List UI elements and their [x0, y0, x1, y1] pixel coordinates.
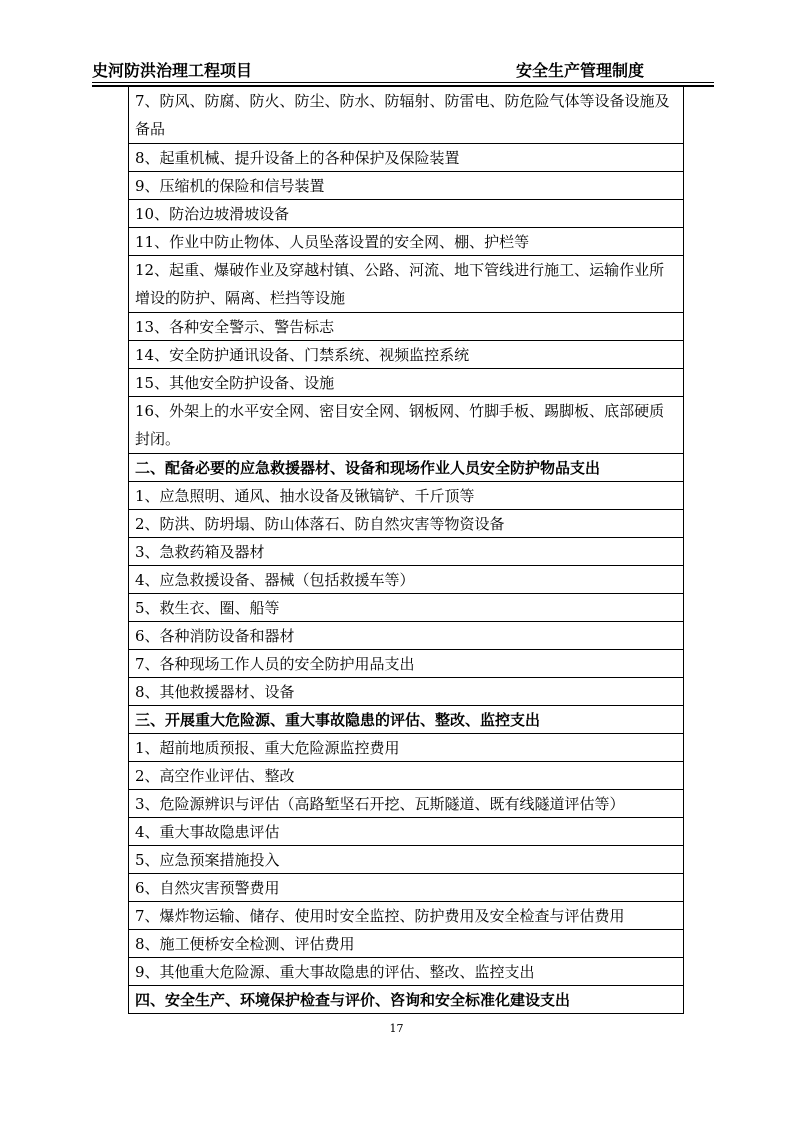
table-row: 6、各种消防设备和器材: [129, 621, 683, 649]
expense-items-table: [128, 86, 684, 1014]
table-row: 11、作业中防止物体、人员坠落设置的安全网、棚、护栏等: [129, 227, 683, 255]
table-row: 7、爆炸物运输、储存、使用时安全监控、防护费用及安全检查与评估费用: [129, 901, 683, 929]
project-title: 史河防洪治理工程项目: [92, 61, 253, 80]
table-row: 4、应急救援设备、器械（包括救援车等）: [129, 565, 683, 593]
table-row: 14、安全防护通讯设备、门禁系统、视频监控系统: [129, 340, 683, 368]
table-row: 12、起重、爆破作业及穿越村镇、公路、河流、地下管线进行施工、运输作业所增设的防护、隔离、栏挡等设施: [129, 255, 683, 312]
table-row: 3、急救药箱及器材: [129, 537, 683, 565]
table-row: 1、应急照明、通风、抽水设备及锹镐铲、千斤顶等: [129, 481, 683, 509]
table-row: 8、起重机械、提升设备上的各种保护及保险装置: [129, 143, 683, 171]
table-row: 5、应急预案措施投入: [129, 845, 683, 873]
document-title: 安全生产管理制度: [516, 61, 645, 80]
table-row: 8、其他救援器材、设备: [129, 677, 683, 705]
table-row: 16、外架上的水平安全网、密目安全网、钢板网、竹脚手板、踢脚板、底部硬质封闭。: [129, 396, 683, 453]
page-header: [92, 58, 714, 82]
page-number: 17: [389, 1022, 404, 1035]
section-heading-row: 三、开展重大危险源、重大事故隐患的评估、整改、监控支出: [129, 705, 683, 733]
table-row: 4、重大事故隐患评估: [129, 817, 683, 845]
table-row: 9、其他重大危险源、重大事故隐患的评估、整改、监控支出: [129, 957, 683, 985]
table-row: 5、救生衣、圈、船等: [129, 593, 683, 621]
section-heading-row: 四、安全生产、环境保护检查与评价、咨询和安全标准化建设支出: [129, 985, 683, 1013]
table-row: 2、防洪、防坍塌、防山体落石、防自然灾害等物资设备: [129, 509, 683, 537]
table-row: 8、施工便桥安全检测、评估费用: [129, 929, 683, 957]
table-row: 2、高空作业评估、整改: [129, 761, 683, 789]
table-row: 3、危险源辨识与评估（高路堑坚石开挖、瓦斯隧道、既有线隧道评估等）: [129, 789, 683, 817]
table-row: 9、压缩机的保险和信号装置: [129, 171, 683, 199]
table-row: 13、各种安全警示、警告标志: [129, 312, 683, 340]
header-rule-thin: [92, 82, 714, 83]
section-heading-row: 二、配备必要的应急救援器材、设备和现场作业人员安全防护物品支出: [129, 453, 683, 481]
table-row: 10、防治边坡滑坡设备: [129, 199, 683, 227]
table-row: 7、防风、防腐、防火、防尘、防水、防辐射、防雷电、防危险气体等设备设施及备品: [129, 86, 683, 143]
table-row: 15、其他安全防护设备、设施: [129, 368, 683, 396]
table-row: 1、超前地质预报、重大危险源监控费用: [129, 733, 683, 761]
table-row: 6、自然灾害预警费用: [129, 873, 683, 901]
table-row: 7、各种现场工作人员的安全防护用品支出: [129, 649, 683, 677]
